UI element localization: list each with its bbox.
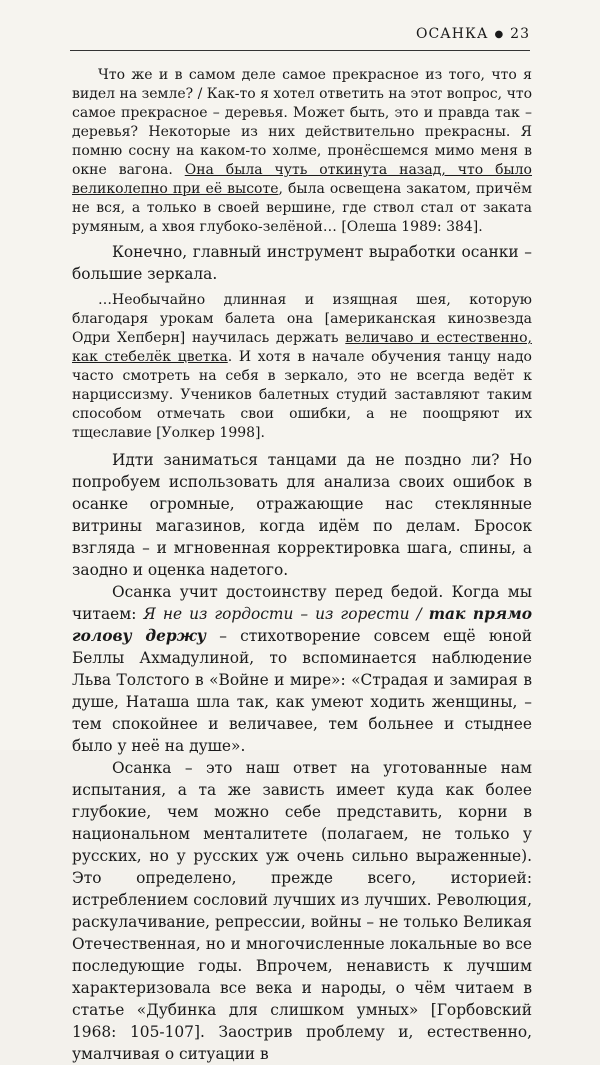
quote-olesha-text-b: , была освещена закатом, причём не вся, а только в своей вершине, где ствол стал от заката румяным, а хвоя глубоко-зелёной… [Олеша 1989: 384]. <box>72 181 532 235</box>
paragraph-dancing-text: Идти заниматься танцами да не поздно ли? Но попробуем использовать для анализа своих ошибок в осанке огромные, отражающие нас стеклянные витрины магазинов, когда идём по делам. Бросок взгляда – и мгновенная корректировка шага, спины, а заодно и оценка надетого. <box>72 451 532 579</box>
quote-hepburn-text-b: . И хотя в начале обучения танцу надо часто смотреть на себя в зеркало, это не всегда ведёт к нарциссизму. Учеников балетных студий заставляют таким способом отмечать свои ошибки, а не поощряют их тщеславие [Уолкер 1998]. <box>72 349 532 441</box>
paragraph-envy <box>72 757 532 1065</box>
paragraph-dignity-text-a: Осанка учит достоинству перед бедой. Когда мы читаем: <box>72 583 532 623</box>
quote-hepburn-underlined: величаво и естественно, как стебелёк цветка <box>72 330 532 365</box>
quote-olesha-underlined: Она была чуть откинута назад, что было великолепно при её высоте <box>72 162 532 197</box>
header-rule <box>70 50 530 51</box>
page-content <box>72 60 532 1065</box>
page-number: 23 <box>510 26 530 42</box>
quote-hepburn-text-a: …Необычайно длинная и изящная шея, которую благодаря урокам балета она [американская кинозвезда Одри Хепберн] научилась держать <box>72 292 532 346</box>
paragraph-mirrors <box>72 241 532 285</box>
separator-dot: ● <box>494 28 505 40</box>
section-title: ОСАНКА <box>415 26 489 42</box>
paragraph-dancing <box>72 449 532 581</box>
quote-hepburn <box>72 291 532 443</box>
paragraph-dignity-text-b: – стихотворение совсем ещё юной Беллы Ахмадулиной, то вспоминается наблюдение Льва Толстого в «Войне и мире»: «Страдая и замирая в душе, Наташа шла так, как умеют ходить женщины, – тем спокойнее и величавее, тем больнее и стыднее было у неё на душе». <box>72 627 533 755</box>
quote-olesha <box>72 66 532 237</box>
poem-line-bold-italic: так прямо голову держу <box>72 605 532 645</box>
paragraph-mirrors-text: Конечно, главный инструмент выработки осанки – большие зеркала. <box>72 243 532 283</box>
quote-olesha-text-a: Что же и в самом деле самое прекрасное из того, что я видел на земле? / Как-то я хотел ответить на этот вопрос, что самое прекрасное – деревья. Может быть, это и правда так – деревья? Некоторые из них действительно прекрасны. Я помню сосну на каком-то холме, пронёсшемся мимо меня в окне вагона. <box>72 67 532 178</box>
paragraph-envy-text: Осанка – это наш ответ на уготованные нам испытания, а та же зависть имеет куда как более глубокие, чем можно себе представить, корни в национальном менталитете (полагаем, не только у русских, но у русских уж очень сильно выраженные). Это определено, прежде всего, историей: истреблением сословий лучших из лучших. Революция, раскулачивание, репрессии, войны – не только Великая Отечественная, но и многочисленные локальные во все последующие годы. Впрочем, ненависть к лучшим характеризовала все века и народы, о чём читаем в статье «Дубинка для слишком умных» [Горбовский 1968: 105-107]. Заострив проблему и, естественно, умалчивая о ситуации в <box>72 759 532 1063</box>
running-header <box>416 26 530 42</box>
paragraph-dignity <box>72 581 532 757</box>
poem-line-italic: Я не из гордости – из горести / <box>143 605 429 623</box>
